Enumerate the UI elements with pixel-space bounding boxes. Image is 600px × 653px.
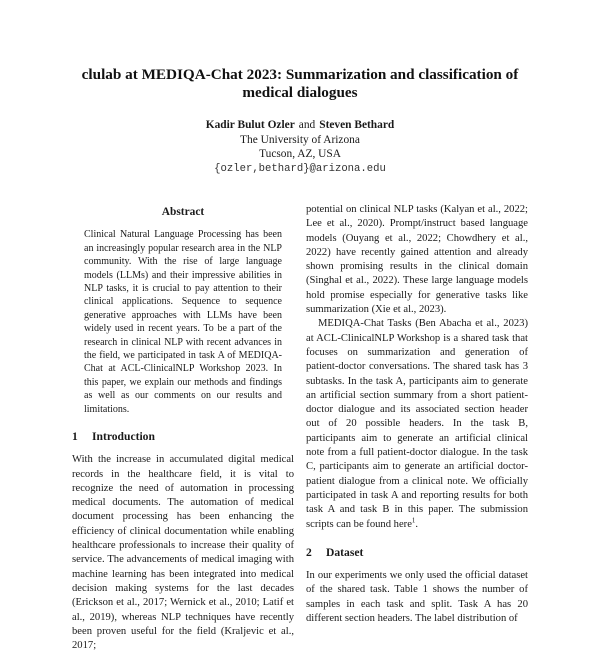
author-2: Steven Bethard <box>319 119 395 131</box>
abstract <box>72 228 294 416</box>
section-number: 1 <box>72 429 78 443</box>
author-1: Kadir Bulut Ozler <box>205 119 295 131</box>
footnote-marker[interactable]: 1 <box>411 516 416 524</box>
intro-paragraph-1-continued: potential on clinical NLP tasks (Kalyan et al., 2022; Lee et al., 2020). Prompt/instruct based language models (Ouyang et al., 2022; Chowdhery et al., 2022) have recently gained attention and already shown promising results in the clinical domain (Singhal et al., 2022). These large language models hold promise especially for generative tasks like summarization (Xie et al., 2023). <box>306 204 528 316</box>
dataset-paragraph-1: In our experiments we only used the official dataset of the shared task. Table 1 shows the number of samples in each task and split. Task A has 20 different section headers. The label distribution of <box>306 570 528 625</box>
intro-paragraph-1: With the increase in accumulated digital medical records in the healthcare field, it is vital to recognize the need of automation in processing medical documents. The automation of medical document processing has been enhancing the efficiency of clinical documentation while enabling healthcare professionals to increase their quality of service. The advancements of medical imaging with machine learning has been integrated into medical decision making systems for the last decades (Erickson et al., 2017; Wernick et al., 2010; Latif et al., 2019), whereas NLP techniques have recently been proven useful for the field (Kraljevic et al., 2017; <box>72 454 294 652</box>
section-heading-dataset <box>306 546 528 560</box>
left-column <box>72 205 294 653</box>
section-heading-introduction <box>72 430 294 444</box>
section-title: Introduction <box>92 429 155 443</box>
sentence-end: . <box>415 518 419 530</box>
author-names <box>60 118 540 133</box>
intro-paragraph-2-text: MEDIQA-Chat Tasks (Ben Abacha et al., 2023) at ACL-ClinicalNLP Workshop is a shared task that focuses on summarization and generation of patient-doctor conversations. The shared task has 3 subtasks. In the task A, participants aim to generate an artificial section summary from a short patient-doctor dialogue and its associated section header out of 20 possible headers. In the task B, participants aim to generate an artificial clinical note from a full patient-doctor dialogue. In the task C, participants aim to generate an artificial doctor-patient dialogue from a clinical note. We officially participated in task A and reporting results for both task A and task B in this paper. The submission scripts can be found here <box>306 318 528 530</box>
section-number: 2 <box>306 545 312 559</box>
right-column <box>306 203 528 626</box>
author-connector: and <box>298 119 316 131</box>
title-line-2: medical dialogues <box>242 84 358 101</box>
affiliation: The University of Arizona <box>240 133 360 146</box>
author-email: {ozler,bethard}@arizona.edu <box>214 162 386 175</box>
abstract-heading: Abstract <box>161 206 205 218</box>
section-title: Dataset <box>326 545 364 559</box>
title-line-1: clulab at MEDIQA-Chat 2023: Summarization and classification of <box>81 66 519 83</box>
abstract-text: Clinical Natural Language Processing has been an increasingly popular research area in the NLP community. With the rise of large language models (LLMs) and their impressive abilities in NLP tasks, it is crucial to pay attention to their clinical applications. Sequence to sequence generative approaches with LLMs have been widely used in recent years. To be a part of the research in clinical NLP with recent advances in the field, we participated in task A of MEDIQA-Chat at ACL-ClinicalNLP Workshop 2023. In this paper, we explain our methods and findings as well as our comments on our results and limitations. <box>84 229 282 415</box>
paper-title <box>60 66 540 102</box>
author-block <box>60 118 540 176</box>
location: Tucson, AZ, USA <box>259 148 341 160</box>
intro-paragraph-2 <box>306 317 528 531</box>
